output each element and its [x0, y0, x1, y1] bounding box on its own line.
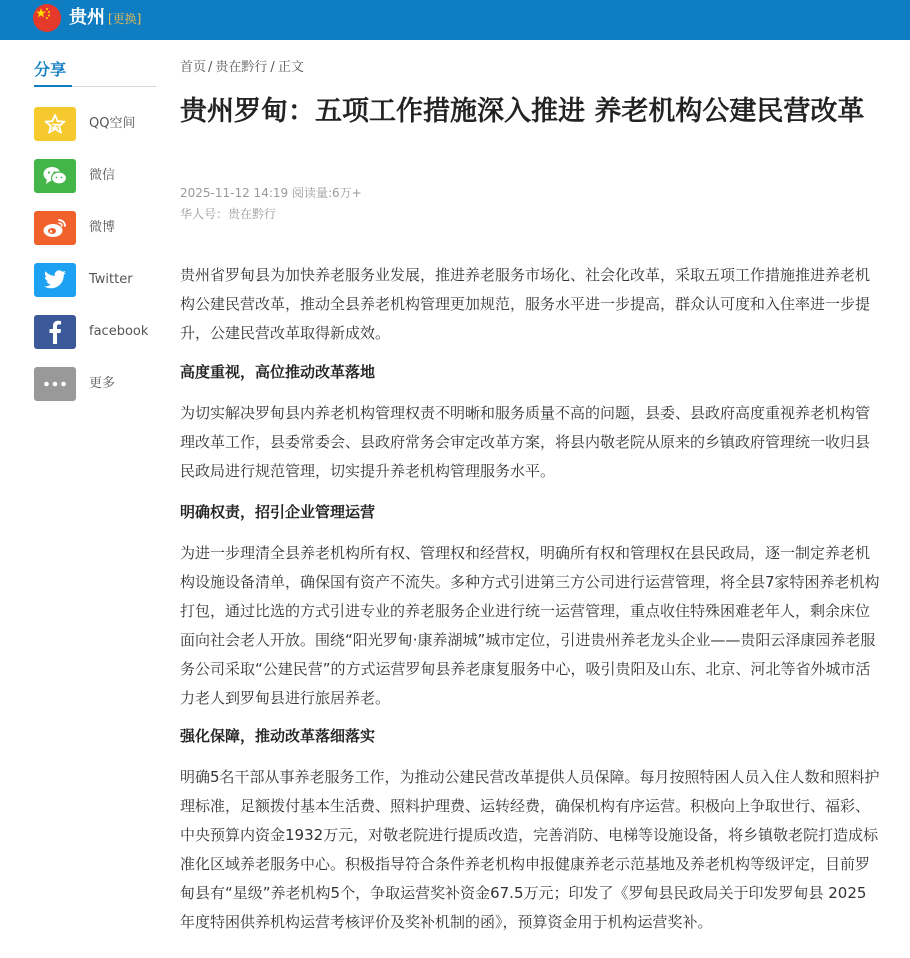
author-prefix: 华人号： [180, 207, 229, 221]
share-wechat-label: 微信 [89, 168, 116, 183]
share-facebook-button[interactable] [34, 315, 164, 357]
facebook-f-icon [34, 315, 76, 349]
qzone-star-icon [34, 107, 76, 141]
breadcrumb-channel-link[interactable]: 贵在黔行 [215, 60, 268, 75]
share-facebook-label: facebook [89, 324, 149, 339]
share-weibo-button[interactable] [34, 211, 164, 253]
article-meta [180, 184, 362, 202]
article-intro: 贵州省罗甸县为加快养老服务业发展，推进养老服务市场化、社会化改革，采取五项工作措施推进养老机构公建民营改革，推动全县养老机构管理更加规范，服务水平进一步提高，群众认可度和入住率进一步提升，公建民营改革取得新成效。 [180, 266, 871, 342]
china-flag-icon [33, 4, 61, 32]
more-dots-icon [34, 367, 76, 401]
article-title: 贵州罗甸：五项工作措施深入推进 养老机构公建民营改革 [180, 96, 865, 127]
section-heading: 明确权责，招引企业管理运营 [180, 503, 376, 521]
breadcrumb-home-link[interactable]: 首页 [180, 60, 207, 75]
read-count: 阅读量:6万+ [291, 186, 362, 200]
weibo-icon [34, 211, 76, 245]
breadcrumb-separator: / [208, 60, 213, 75]
change-region-link[interactable]: [更换] [108, 12, 142, 26]
breadcrumb-separator: / [270, 60, 275, 75]
breadcrumb-current: 正文 [277, 60, 304, 75]
share-more-button[interactable] [34, 367, 164, 409]
section-paragraph: 明确5名干部从事养老服务工作，为推动公建民营改革提供人员保障。每月按照特困人员入住人数和照料护理标准，足额拨付基本生活费、照料护理费、运转经费，确保机构有序运营。积极向上争取世行、福彩、中央预算内资金1932万元，对敬老院进行提质改造，完善消防、电梯等设施设备，将乡镇敬老院打造成标准化区域养老服务中心。积极指导符合条件养老机构申报健康养老示范基地及养老机构等级评定，目前罗甸县有“星级”养老机构5个，争取运营奖补资金67.5万元；印发了《罗甸县民政局关于印发罗甸县 2025 年度特困供养机构运营考核评价及奖补机制的函》，预算资金用于机构运营奖补。 [180, 768, 880, 931]
publish-datetime: 2025-11-12 14:19 [180, 186, 289, 200]
article-author [180, 206, 276, 222]
twitter-bird-icon [34, 263, 76, 297]
share-weibo-label: 微博 [89, 220, 116, 235]
section-heading: 高度重视，高位推动改革落地 [180, 363, 376, 381]
share-qzone-label: QQ空间 [89, 116, 136, 131]
share-twitter-button[interactable] [34, 263, 164, 305]
section-paragraph: 为切实解决罗甸县内养老机构管理权责不明晰和服务质量不高的问题，县委、县政府高度重视养老机构管理改革工作，县委常委会、县政府常务会审定改革方案，将县内敬老院从原来的乡镇政府管理统一收归县民政局进行规范管理，切实提升养老机构管理服务水平。 [180, 404, 871, 480]
section-paragraph: 为进一步理清全县养老机构所有权、管理权和经营权，明确所有权和管理权在县民政局，逐一制定养老机构设施设备清单，确保国有资产不流失。多种方式引进第三方公司进行运营管理，将全县7家特困养老机构打包，通过比选的方式引进专业的养老服务企业进行统一运营管理，重点收住特殊困难老年人，剩余床位面向社会老人开放。围绕“阳光罗甸·康养湖城”城市定位，引进贵州养老龙头企业——贵阳云泽康园养老服务公司采取“公建民营”的方式运营罗甸县养老康复服务中心，吸引贵阳及山东、北京、河北等省外城市活力老人到罗甸县进行旅居养老。 [180, 544, 880, 707]
share-qzone-button[interactable] [34, 107, 164, 149]
region-name: 贵州 [69, 7, 105, 28]
breadcrumb [180, 59, 304, 77]
section-heading: 强化保障，推动改革落细落实 [180, 727, 376, 745]
top-bar [0, 0, 910, 40]
share-title: 分享 [34, 60, 67, 79]
author-link[interactable]: 贵在黔行 [228, 207, 277, 221]
wechat-icon [34, 159, 76, 193]
share-more-label: 更多 [89, 376, 116, 391]
share-wechat-button[interactable] [34, 159, 164, 201]
share-divider-accent [34, 85, 72, 87]
share-twitter-label: Twitter [89, 272, 133, 287]
